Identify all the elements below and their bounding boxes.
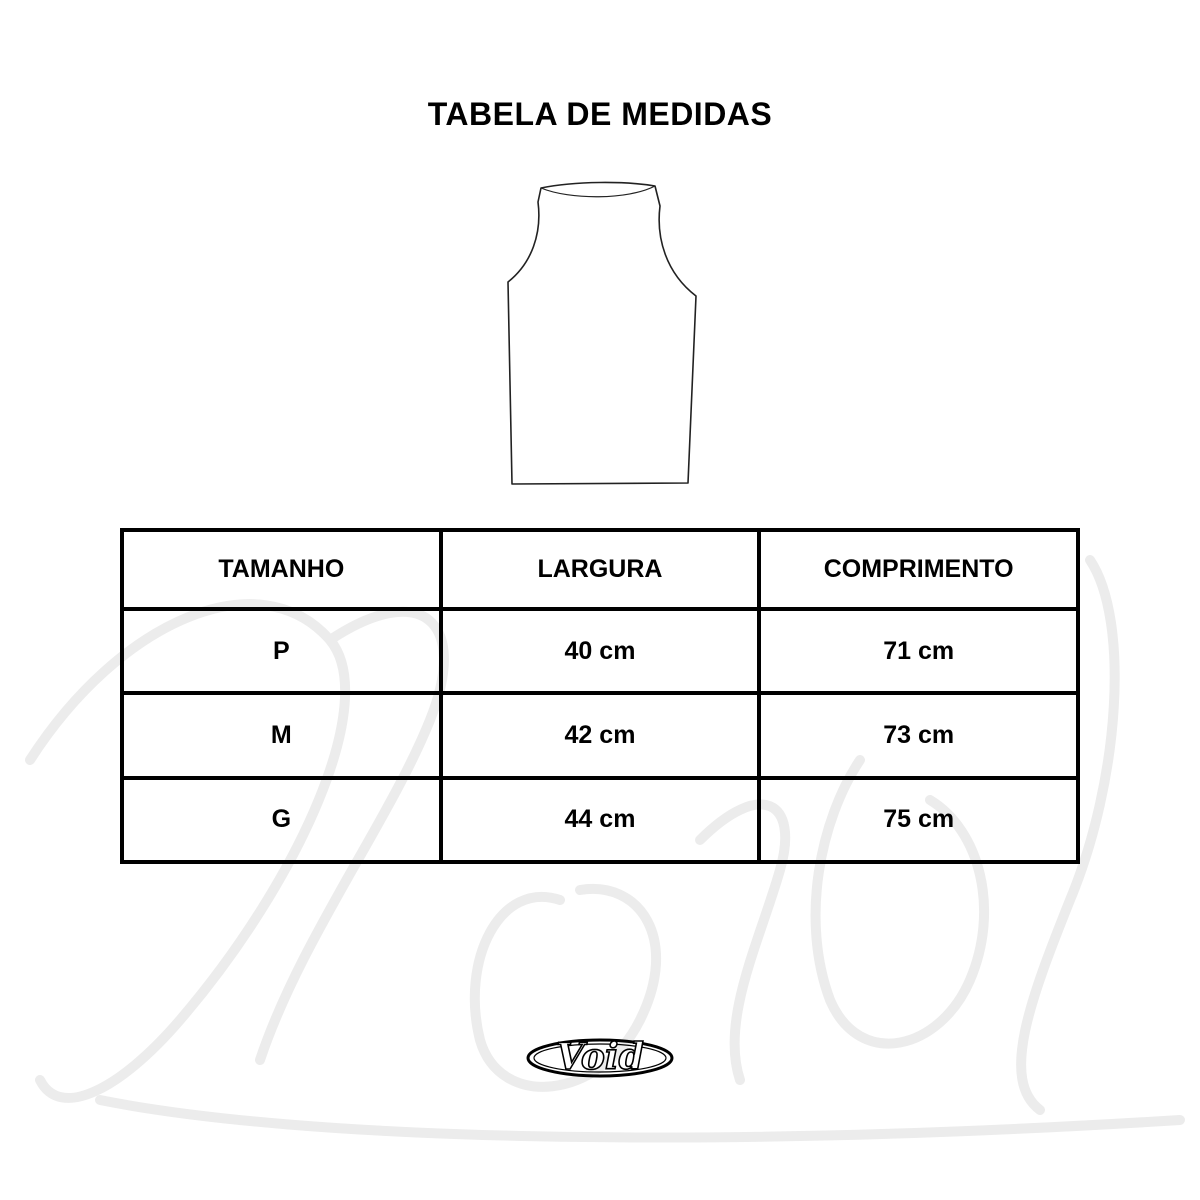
table-header-row [122, 530, 1078, 609]
tank-top-icon [500, 178, 700, 490]
cell-length: 71 cm [759, 609, 1078, 693]
cell-width: 44 cm [441, 778, 760, 862]
cell-width: 42 cm [441, 693, 760, 777]
table-row [122, 609, 1078, 693]
cell-width: 40 cm [441, 609, 760, 693]
table-row [122, 778, 1078, 862]
cell-size: M [122, 693, 441, 777]
svg-text:Void: Void [556, 1036, 644, 1078]
cell-size: P [122, 609, 441, 693]
header-largura: LARGURA [441, 530, 760, 609]
cell-length: 73 cm [759, 693, 1078, 777]
header-comprimento: COMPRIMENTO [759, 530, 1078, 609]
brand-logo [525, 1024, 675, 1086]
header-tamanho: TAMANHO [122, 530, 441, 609]
size-table [120, 528, 1080, 864]
cell-size: G [122, 778, 441, 862]
cell-length: 75 cm [759, 778, 1078, 862]
table-row [122, 693, 1078, 777]
page-title: TABELA DE MEDIDAS [427, 96, 773, 132]
